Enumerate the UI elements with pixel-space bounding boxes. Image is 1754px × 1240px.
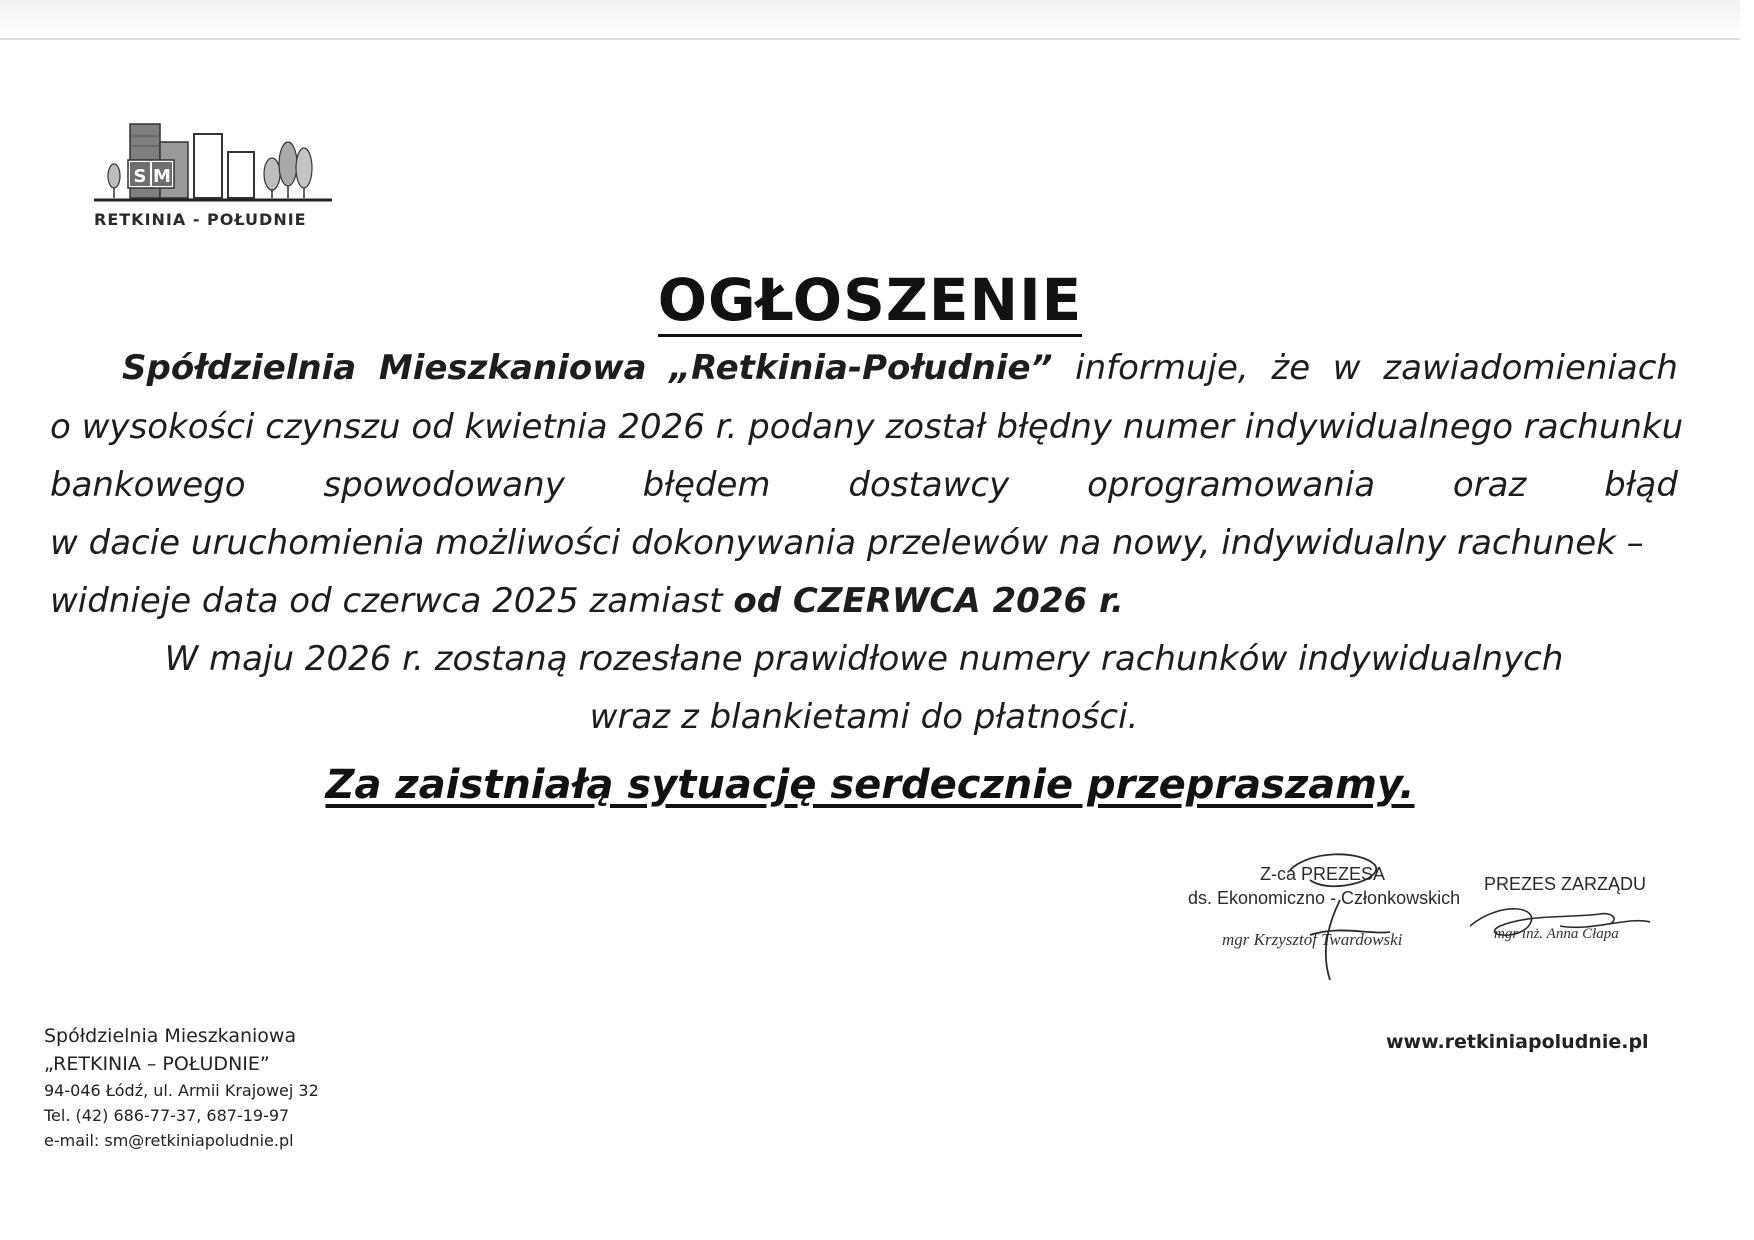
footer-address: 94-046 Łódź, ul. Armii Krajowej 32 <box>44 1081 319 1100</box>
line5-text: widnieje data od czerwca 2025 zamiast <box>50 581 734 621</box>
line5-emphasis: od CZERWCA 2026 r. <box>733 581 1124 621</box>
line3-word: oraz <box>1452 465 1527 505</box>
deputy-name: mgr Krzysztof Twardowski <box>1222 930 1403 949</box>
logo <box>92 118 352 238</box>
line1-word: informuje, <box>1075 348 1249 388</box>
line3-word: bankowego <box>50 465 246 505</box>
logo-badge-s: S <box>133 166 147 187</box>
deputy-department: ds. Ekonomiczno - Członkowskich <box>1188 888 1461 908</box>
logo-buildings-graphic <box>92 118 352 218</box>
body-line-7: wraz z blankietami do płatności. <box>589 697 1139 737</box>
body-line-2: o wysokości czynszu od kwietnia 2026 r. podany został błędny numer indywidualnego rachunku <box>50 407 1684 447</box>
footer-phone: Tel. (42) 686-77-37, 687-19-97 <box>44 1106 290 1125</box>
logo-badge-m: M <box>153 166 171 187</box>
apology <box>0 762 1740 808</box>
line1-word: „Retkinia-Południe” <box>669 348 1053 388</box>
page-title <box>0 266 1740 334</box>
line3-word: spowodowany <box>323 465 565 505</box>
body-line-3 <box>50 465 1678 505</box>
body-line-4: w dacie uruchomienia możliwości dokonywania przelewów na nowy, indywidualny rachunek – <box>50 523 1644 563</box>
footer-email: e-mail: sm@retkiniapoludnie.pl <box>44 1131 294 1150</box>
title-text: OGŁOSZENIE <box>658 266 1083 337</box>
footer-contact <box>44 1022 319 1153</box>
apology-text: Za zaistniałą sytuację serdecznie przepraszamy. <box>325 762 1415 808</box>
line1-word: Mieszkaniowa <box>378 348 647 388</box>
line3-word: błędem <box>642 465 771 505</box>
footer-org-line2: „RETKINIA – POŁUDNIE” <box>44 1053 270 1075</box>
scan-top-edge <box>0 38 1740 40</box>
president-name: mgr inż. Anna Cłapa <box>1494 926 1619 942</box>
body-line-5 <box>50 581 1678 621</box>
footer-website: www.retkiniapoludnie.pl <box>1386 1031 1649 1053</box>
body-line-1 <box>122 348 1678 388</box>
line1-word: w <box>1332 348 1361 388</box>
line3-word: oprogramowania <box>1087 465 1376 505</box>
scan-top-shadow <box>0 0 1740 34</box>
line3-word: dostawcy <box>848 465 1010 505</box>
deputy-title: Z-ca PREZESA <box>1260 864 1386 884</box>
logo-caption: RETKINIA - POŁUDNIE <box>94 210 307 229</box>
line1-word: zawiadomieniach <box>1383 348 1678 388</box>
line1-word: Spółdzielnia <box>122 348 357 388</box>
line3-word: błąd <box>1604 465 1678 505</box>
body-line-6: W maju 2026 r. zostaną rozesłane prawidłowe numery rachunków indywidualnych <box>164 639 1564 679</box>
footer-org-line1: Spółdzielnia Mieszkaniowa <box>44 1025 297 1047</box>
president-title: PREZES ZARZĄDU <box>1484 874 1647 894</box>
president-signature <box>1460 896 1660 956</box>
line1-word: że <box>1271 348 1311 388</box>
deputy-signature <box>1250 840 1410 990</box>
